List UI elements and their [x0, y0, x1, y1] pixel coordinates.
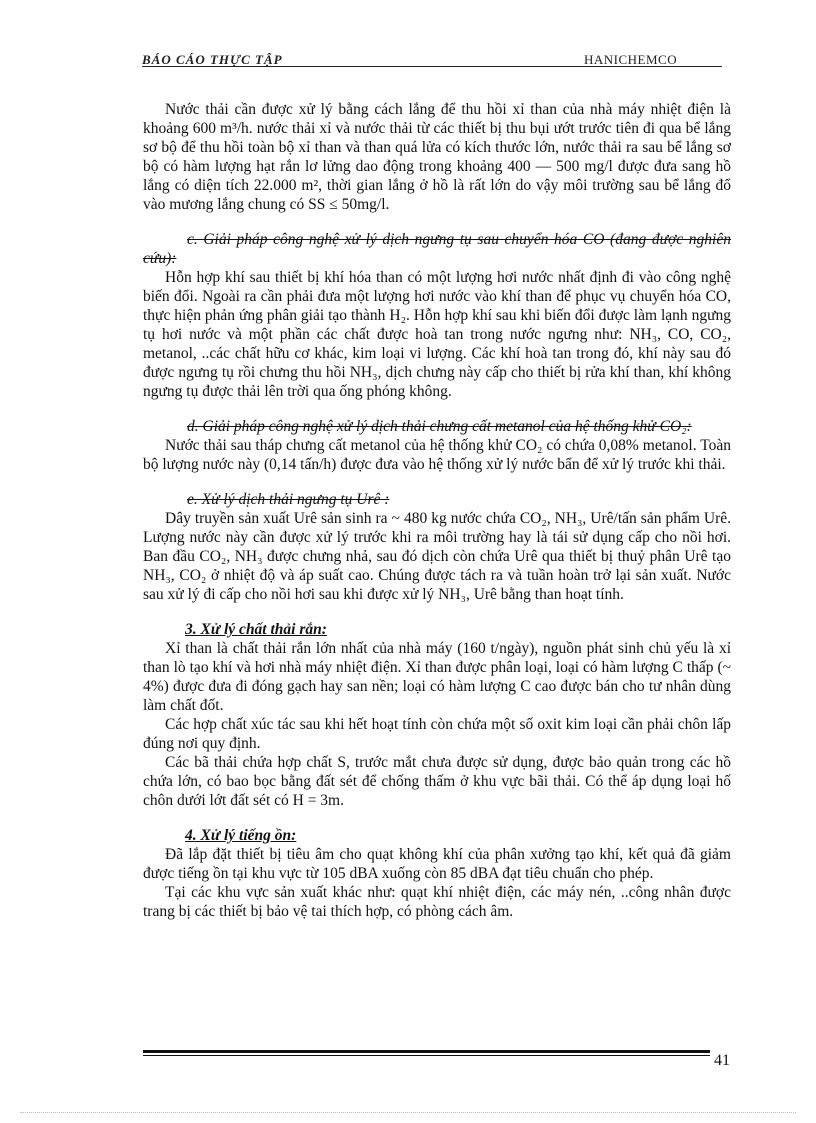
- paragraph-silencer: Đã lắp đặt thiết bị tiêu âm cho quạt không khí của phân xưởng tạo khí, kết quả đã giảm được tiếng ồn tại khu vực từ 105 dBA xuống còn 85 dBA đạt tiêu chuẩn cho phép.: [143, 846, 731, 882]
- paragraph-urea-condensate: Dây truyền sản xuất Urê sản sinh ra ~ 480 kg nước chứa CO₂, NH₃, Urê/tấn sản phẩm Urê. Lượng nước này cần được xử lý trước khi ra môi trường hay là tái sử dụng cấp cho nồi hơi. Ban đầu CO₂, NH₃ được chưng nhả, sau đó dịch còn chứa Urê qua thiết bị thuỷ phân Urê tạo NH₃, CO₂ ở nhiệt độ và áp suất cao. Chúng được tách ra và tuần hoàn trở lại sản xuất. Nước sau xử lý đi cấp cho nồi hơi sau khi được xử lý NH₃, Urê bằng than hoạt tính.: [143, 510, 731, 603]
- paragraph-catalyst: Các hợp chất xúc tác sau khi hết hoạt tính còn chứa một số oxit kim loại cần phải chôn lấp đúng nơi quy định.: [143, 716, 731, 752]
- subheading-d: d. Giải pháp công nghệ xử lý dịch thải chưng cất metanol của hệ thống khử CO₂:: [187, 418, 692, 435]
- subheading-c: c. Giải pháp công nghệ xử lý dịch ngưng tụ sau chuyển hóa CO (đang được nghiên cứu):: [143, 231, 731, 267]
- footer-rule-thin: [143, 1055, 710, 1056]
- paragraph-ash-wastewater: Nước thải cần được xử lý bằng cách lắng để thu hồi xỉ than của nhà máy nhiệt điện là khoảng 600 m³/h. nước thải xỉ và nước thải từ các thiết bị thu bụi ướt trước tiên đi qua bể lắng sơ bộ để thu hồi toàn bộ xỉ than và than quá lửa có kích thước lớn, nước thải ra sau bể lắng sơ bộ có hàm lượng hạt rắn lơ lửng dao động trong khoảng 400 — 500 mg/l được đưa sang hồ lắng có diện tích 22.000 m², thời gian lắng ở hồ là rất lớn do vậy môi trường sau bể lắng đổ vào mương lắng chung có SS ≤ 50mg/l.: [143, 101, 731, 213]
- header-left-title: BÁO CÁO THỰC TẬP: [142, 52, 283, 67]
- header-right-company: HANICHEMCO: [584, 52, 678, 67]
- header-rule: [142, 66, 722, 67]
- footer-rule-thick: [143, 1050, 710, 1053]
- paragraph-metanol: Nước thải sau tháp chưng cất metanol của hệ thống khử CO₂ có chứa 0,08% metanol. Toàn bộ lượng nước này (0,14 tấn/h) được đưa vào hệ thống xử lý nước bẩn để xử lý trước khi thải.: [143, 437, 731, 473]
- section-heading-solid-waste: 3. Xử lý chất thải rắn:: [185, 621, 327, 638]
- subheading-e: e. Xử lý dịch thải ngưng tụ Urê :: [187, 491, 390, 508]
- paragraph-sulfur-residue: Các bã thải chứa hợp chất S, trước mắt chưa được sử dụng, được bảo quản trong các hồ chứa lớn, có bao bọc bằng đất sét để chống thấm ở khu vực bãi thải. Có thể áp dụng loại hố chôn dưới lớt đất sét có H = 3m.: [143, 754, 731, 809]
- paragraph-condensate-co: Hỗn hợp khí sau thiết bị khí hóa than có một lượng hơi nước nhất định đi vào công nghệ biến đổi. Ngoài ra cần phải đưa một lượng hơi nước vào khí than để phục vụ chuyển hóa CO, thực hiện phản ứng phân giải tạo thành H₂. Hỗn hợp khí sau khi biến đổi được làm lạnh ngưng tụ hơi nước và một phần các chất được hoà tan trong nước ngưng như: NH₃, CO, CO₂, metanol, ..các chất hữu cơ khác, kim loại vi lượng. Các khí hoà tan trong đó, khí này sau đó được ngưng tụ rồi chưng thu hồi NH₃, dịch chưng này cấp cho thiết bị rửa khí than, khí không ngưng tụ được thải lên trời qua ống phóng không.: [143, 269, 731, 400]
- page-number: 41: [714, 1052, 730, 1069]
- paragraph-ear-protection: Tại các khu vực sản xuất khác như: quạt khí nhiệt điện, các máy nén, ..công nhân được trang bị các thiết bị bảo vệ tai thích hợp, có phòng cách âm.: [143, 884, 731, 920]
- paragraph-slag: Xỉ than là chất thải rắn lớn nhất của nhà máy (160 t/ngày), nguồn phát sinh chủ yếu là xỉ than lò tạo khí và hơi nhà máy nhiệt điện. Xỉ than được phân loại, loại có hàm lượng C thấp (~ 4%) được đưa đi đóng gạch hay san nền; loại có hàm lượng C cao được bán cho tư nhân dùng làm chất đốt.: [143, 640, 731, 714]
- document-body: [143, 100, 731, 921]
- section-heading-noise: 4. Xử lý tiếng ồn:: [185, 827, 297, 844]
- bottom-dotted-rule: [20, 1112, 796, 1113]
